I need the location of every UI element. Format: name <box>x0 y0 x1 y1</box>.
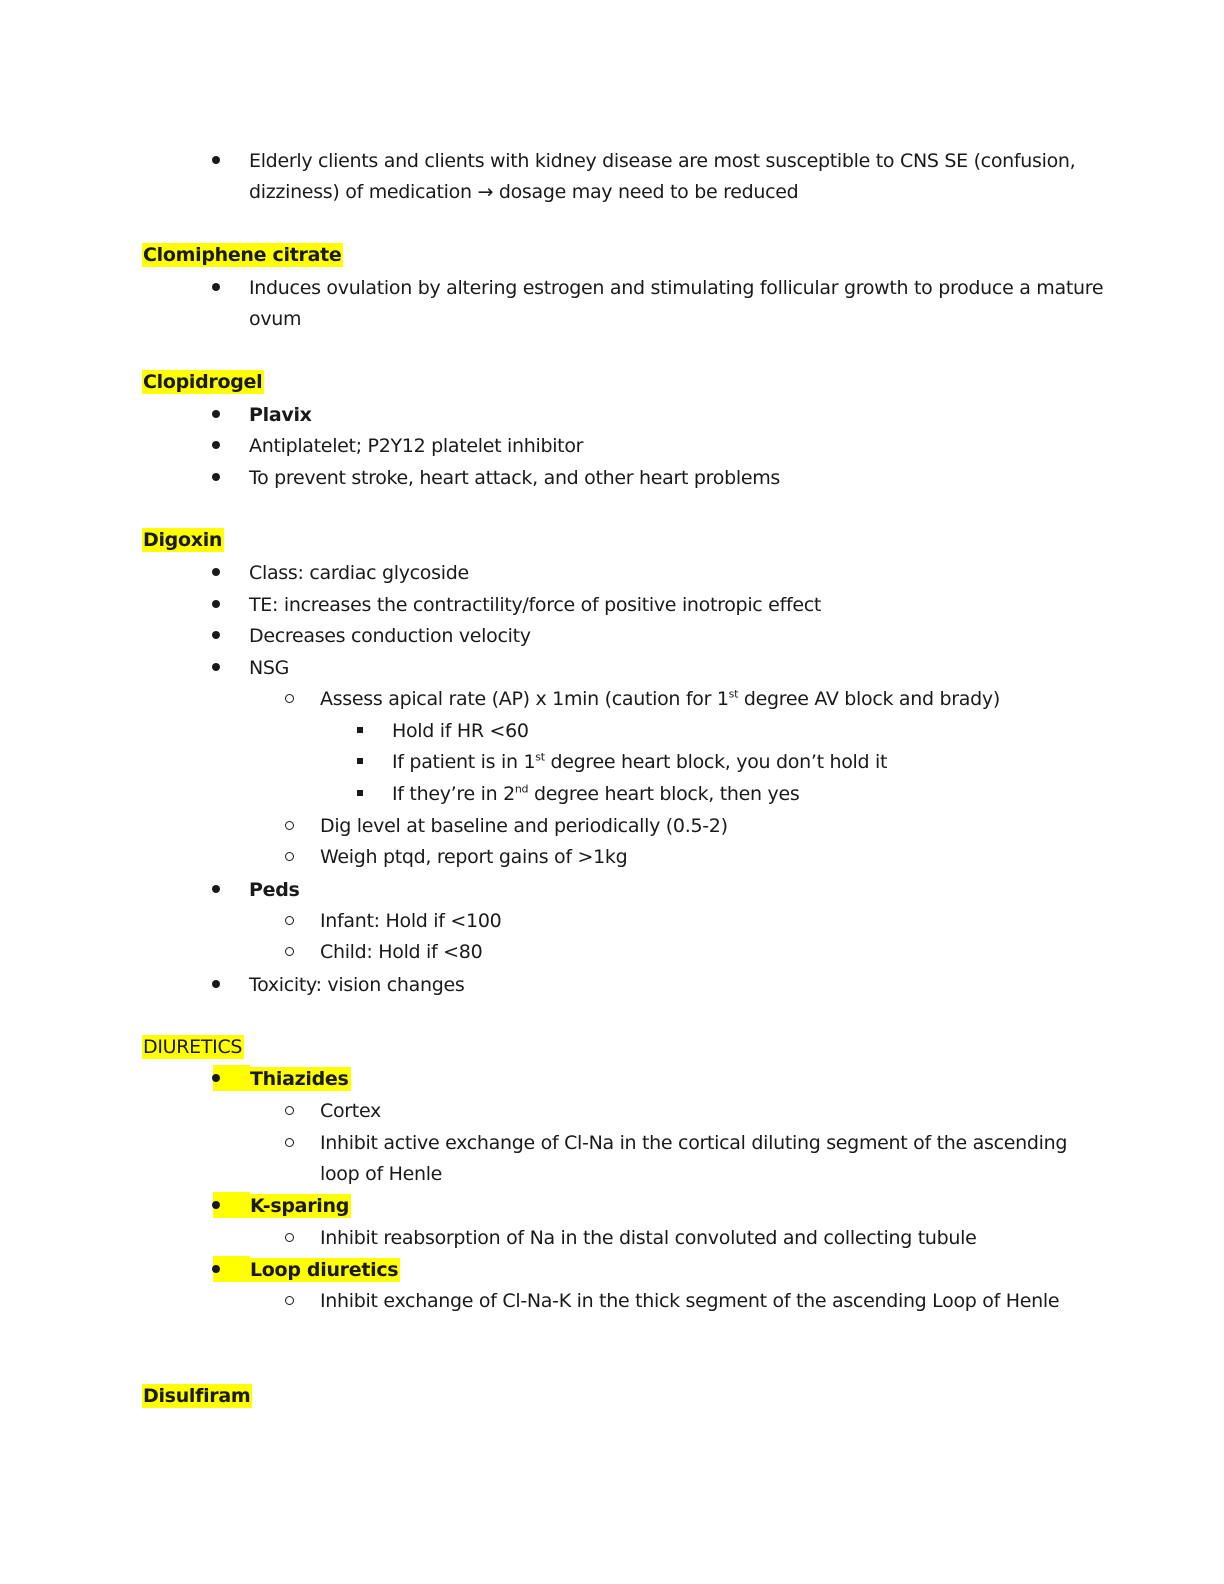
diuretics-ksparing: K-sparing <box>250 1195 349 1217</box>
ksparing-item-1: Inhibit reabsorption of Na in the distal convoluted and collecting tubule <box>320 1227 977 1249</box>
diuretics-loop: Loop diuretics <box>250 1259 399 1281</box>
bullet-marker <box>212 149 220 173</box>
digoxin-nsg-1: Assess apical rate (AP) x 1min (caution for 1st degree AV block and brady) <box>320 687 1000 710</box>
bullet-marker <box>212 656 220 680</box>
sub-bullet-marker <box>285 1226 294 1250</box>
sub-bullet-marker <box>285 1289 294 1313</box>
bullet-marker <box>212 434 220 458</box>
sub-sub-bullet-marker <box>357 719 363 743</box>
bullet-marker <box>212 1194 220 1218</box>
bullet-marker <box>212 624 220 648</box>
clomiphene-item-1-line-2: ovum <box>249 308 302 330</box>
clopidogrel-item-3: To prevent stroke, heart attack, and other heart problems <box>249 467 781 489</box>
heading-clomiphene: Clomiphene citrate <box>143 244 342 266</box>
digoxin-peds-2: Child: Hold if <80 <box>320 941 483 963</box>
bullet-marker <box>212 403 220 427</box>
digoxin-item-6: Toxicity: vision changes <box>249 974 465 996</box>
digoxin-item-3: Decreases conduction velocity <box>249 625 531 647</box>
sub-bullet-marker <box>285 1131 294 1155</box>
thiazides-item-1: Cortex <box>320 1100 381 1122</box>
sub-bullet-marker <box>285 814 294 838</box>
sub-sub-bullet-marker <box>357 782 363 806</box>
clopidogrel-item-1: Plavix <box>249 404 312 426</box>
digoxin-item-5: Peds <box>249 879 300 901</box>
sub-bullet-marker <box>285 845 294 869</box>
bullet-marker <box>212 276 220 300</box>
bullet-marker <box>212 973 220 997</box>
clomiphene-item-1-line-1: Induces ovulation by altering estrogen and stimulating follicular growth to produce a mature <box>249 277 1104 299</box>
sub-bullet-marker <box>285 687 294 711</box>
digoxin-nsg-1-sub-3: If they’re in 2nd degree heart block, then yes <box>392 782 800 805</box>
bullet-marker <box>212 1067 220 1091</box>
thiazides-item-2-line-1: Inhibit active exchange of Cl-Na in the cortical diluting segment of the ascending <box>320 1132 1068 1154</box>
digoxin-peds-1: Infant: Hold if <100 <box>320 910 502 932</box>
intro-line-1: Elderly clients and clients with kidney disease are most susceptible to CNS SE (confusion, <box>249 150 1076 172</box>
sub-sub-bullet-marker <box>357 750 363 774</box>
clopidogrel-item-2: Antiplatelet; P2Y12 platelet inhibitor <box>249 435 584 457</box>
bullet-marker <box>212 561 220 585</box>
bullet-marker <box>212 878 220 902</box>
digoxin-nsg-2: Dig level at baseline and periodically (0.5-2) <box>320 815 728 837</box>
digoxin-nsg-3: Weigh ptqd, report gains of >1kg <box>320 846 628 868</box>
loop-item-1: Inhibit exchange of Cl-Na-K in the thick segment of the ascending Loop of Henle <box>320 1290 1060 1312</box>
digoxin-nsg-1-sub-1: Hold if HR <60 <box>392 720 529 742</box>
heading-digoxin: Digoxin <box>143 529 223 551</box>
arrow-icon: → <box>477 181 494 203</box>
thiazides-item-2-line-2: loop of Henle <box>320 1163 443 1185</box>
heading-disulfiram: Disulfiram <box>143 1385 251 1407</box>
digoxin-item-2: TE: increases the contractility/force of positive inotropic effect <box>249 594 822 616</box>
bullet-marker <box>212 1258 220 1282</box>
sub-bullet-marker <box>285 940 294 964</box>
sub-bullet-marker <box>285 1099 294 1123</box>
bullet-marker <box>212 593 220 617</box>
sub-bullet-marker <box>285 909 294 933</box>
bullet-marker <box>212 466 220 490</box>
diuretics-thiazides: Thiazides <box>250 1068 349 1090</box>
heading-clopidogrel: Clopidrogel <box>143 371 263 393</box>
digoxin-item-1: Class: cardiac glycoside <box>249 562 469 584</box>
intro-line-2: dizziness) of medication → dosage may need to be reduced <box>249 181 799 203</box>
heading-diuretics: DIURETICS <box>143 1036 243 1058</box>
digoxin-nsg-1-sub-2: If patient is in 1st degree heart block, you don’t hold it <box>392 750 888 773</box>
digoxin-item-4: NSG <box>249 657 290 679</box>
